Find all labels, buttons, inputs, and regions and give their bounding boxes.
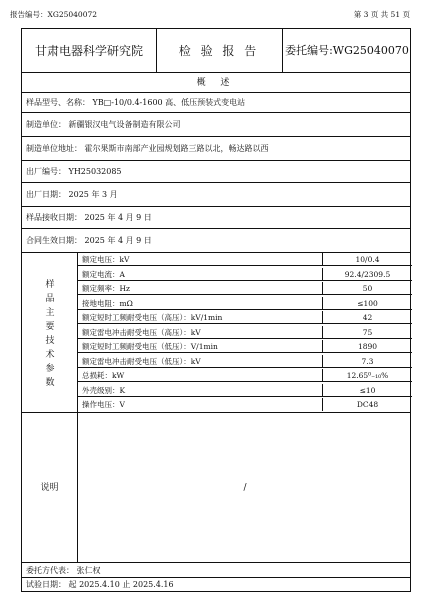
param-name: 额定电流：A [82, 269, 125, 279]
serial-number: 出厂编号： YH25032085 [22, 161, 410, 183]
param-value: 42 [322, 311, 412, 323]
param-value: 75 [322, 326, 412, 338]
param-value: 7.3 [322, 355, 412, 367]
report-number: 报告编号：XG25040072 [10, 10, 98, 19]
param-label-char: 样 [45, 280, 55, 290]
param-row [78, 311, 412, 324]
param-name: 额定频率：Hz [82, 284, 130, 293]
param-row [78, 340, 412, 353]
doc-title: 检 验 报 告 [156, 29, 283, 73]
param-value: 92.4/2309.5 [322, 268, 412, 280]
client-representative: 委托方代表： 张仁权 [22, 563, 410, 578]
manufacture-date: 出厂日期： 2025 年 3 月 [22, 183, 410, 207]
param-name: 额定电压：kV [82, 255, 130, 264]
param-row [78, 282, 412, 295]
notes-label: 说明 [22, 413, 78, 563]
sample-model: 样品型号、名称： YB□-10/0.4-1600 高、低压预装式变电站 [22, 93, 410, 113]
param-label-char: 参 [45, 364, 55, 374]
param-name: 外壳级别：K [82, 385, 126, 395]
parameters-section [22, 253, 410, 413]
param-row [78, 268, 412, 281]
param-name: 额定短时工频耐受电压（高压）：kV/1min [82, 313, 223, 322]
org-name: 甘肃电器科学研究院 [22, 29, 157, 73]
notes-value: / [243, 483, 247, 493]
param-value: DC48 [322, 398, 412, 411]
param-row [78, 326, 412, 339]
param-label-char: 技 [45, 336, 55, 346]
param-label-char: 品 [45, 294, 55, 304]
param-name: 接地电阻：mΩ [82, 298, 133, 308]
title-row [22, 29, 410, 73]
param-name: 额定雷电冲击耐受电压（低压）：kV [82, 356, 201, 366]
parameters-label [22, 253, 78, 413]
notes-section [22, 413, 410, 563]
received-date: 样品接收日期： 2025 年 4 月 9 日 [22, 207, 410, 229]
param-row [78, 253, 412, 266]
param-row [78, 297, 412, 310]
param-value: ≤100 [322, 297, 412, 309]
page-info: 第 3 页 共 51 页 [353, 10, 410, 19]
param-label-char: 术 [45, 350, 55, 360]
param-row [78, 369, 412, 382]
param-value: 50 [322, 282, 412, 294]
param-name: 操作电压：V [82, 400, 125, 409]
overview-title: 概 述 [22, 73, 410, 93]
commission-number: 委托编号:WG25040070 [285, 44, 409, 57]
param-name: 总损耗：kW [82, 371, 125, 380]
param-row [78, 355, 412, 368]
param-name: 额定短时工频耐受电压（低压）：V/1min [82, 342, 218, 351]
param-value: 10/0.4 [322, 253, 412, 265]
param-value: ≤10 [322, 384, 412, 396]
param-label-char: 主 [45, 308, 55, 318]
param-row [78, 398, 412, 411]
test-date: 试验日期： 起 2025.4.10 止 2025.4.16 [26, 580, 174, 589]
report-table [21, 28, 411, 592]
param-row [78, 384, 412, 397]
manufacturer-address: 制造单位地址： 霍尔果斯市南部产业园规划路三路以北，畅达路以西 [22, 137, 410, 161]
param-value: 12.65⁰₋₁₀% [322, 369, 412, 381]
param-label-char: 要 [45, 322, 55, 332]
param-label-char: 数 [45, 378, 55, 388]
manufacturer: 制造单位： 新疆银汉电气设备制造有限公司 [22, 113, 410, 137]
contract-effective-date: 合同生效日期： 2025 年 4 月 9 日 [22, 229, 410, 253]
param-value: 1890 [322, 340, 412, 352]
param-name: 额定雷电冲击耐受电压（高压）：kV [82, 327, 201, 337]
